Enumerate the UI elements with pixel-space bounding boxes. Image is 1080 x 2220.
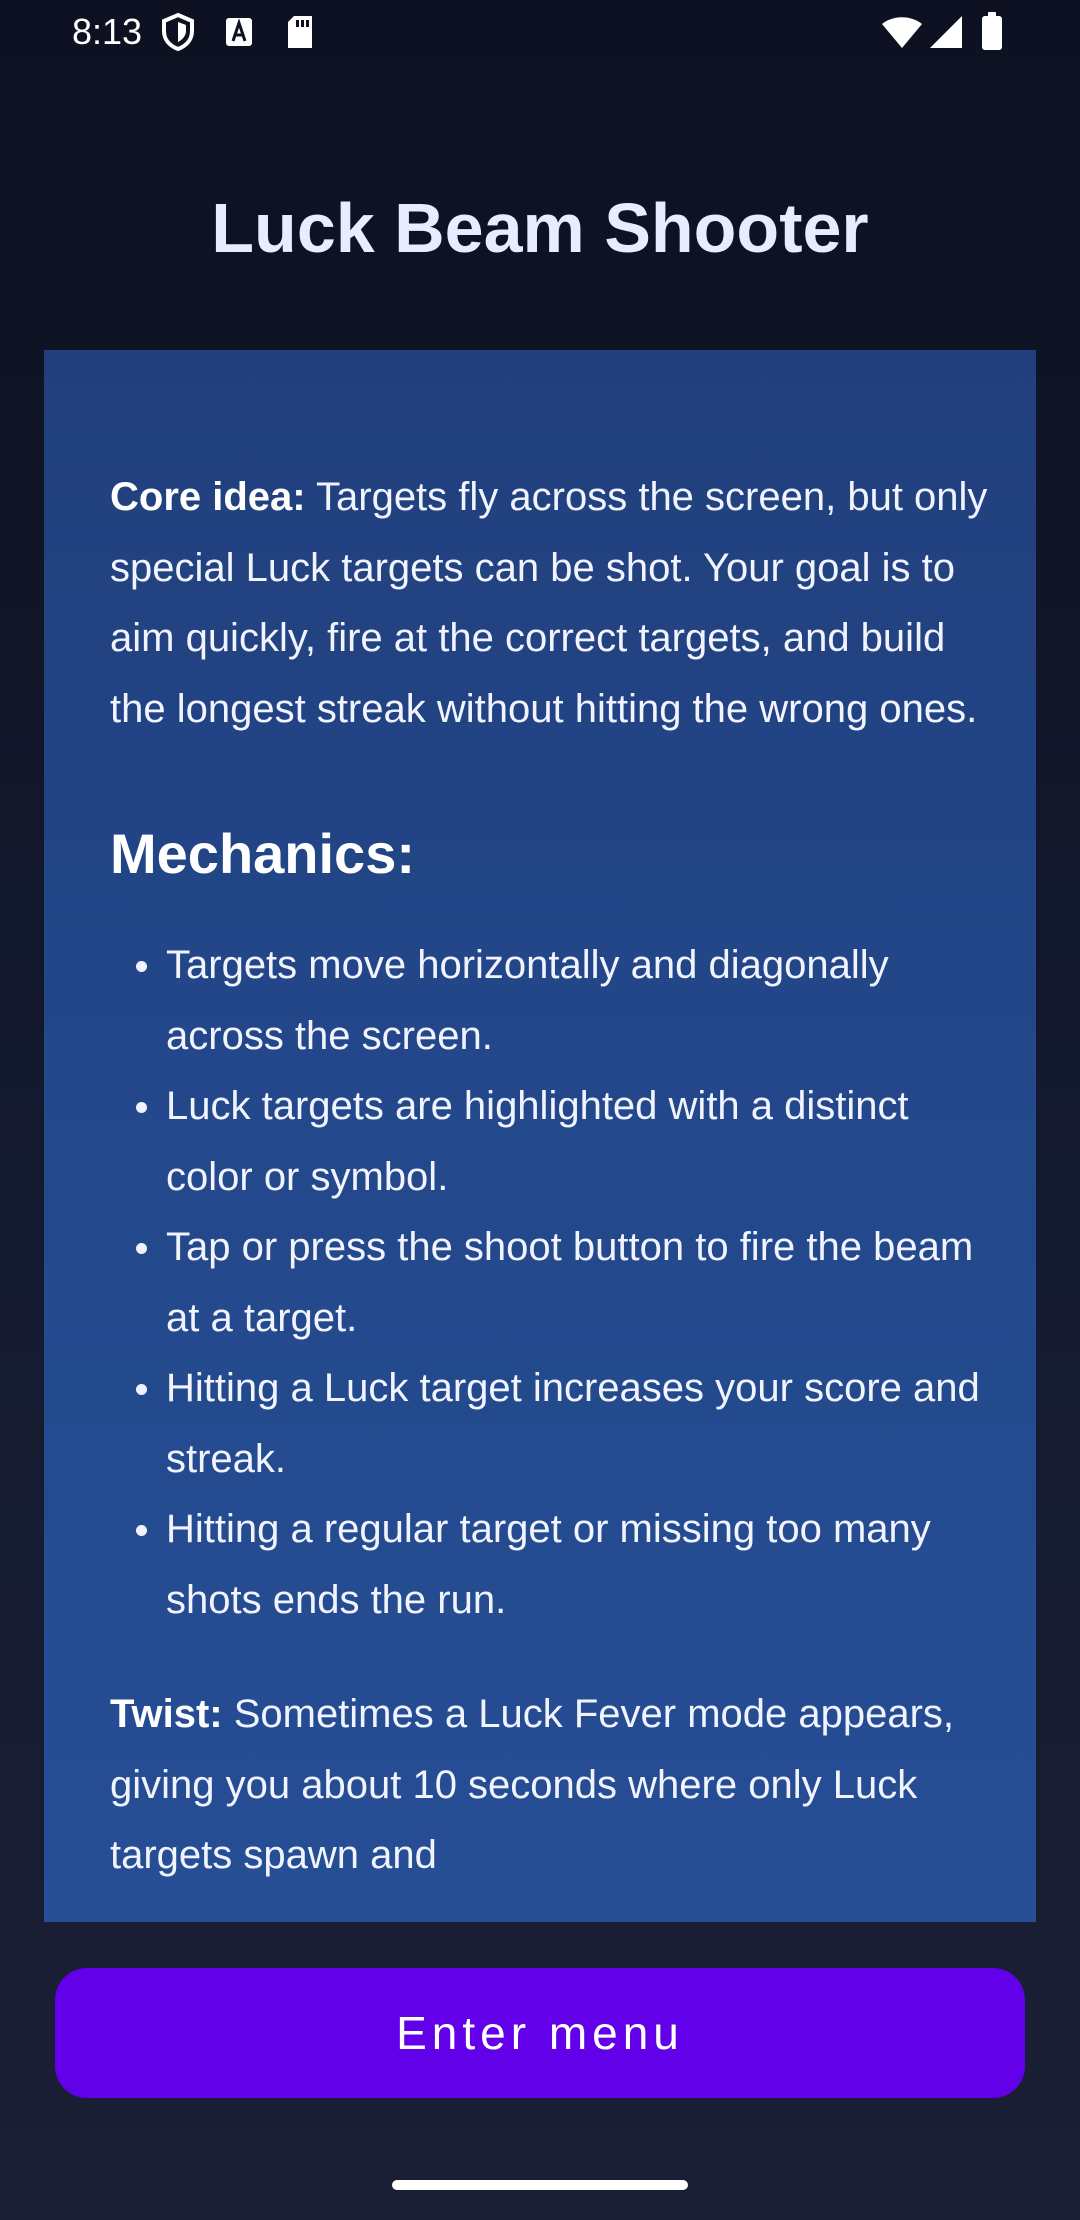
page-title: Luck Beam Shooter (211, 189, 869, 267)
list-item: Hitting a Luck target increases your score and streak. (166, 1353, 990, 1494)
description-content (110, 462, 990, 1891)
list-item: Tap or press the shoot button to fire the beam at a target. (166, 1212, 990, 1353)
list-item: Hitting a regular target or missing too many shots ends the run. (166, 1494, 990, 1635)
sd-card-icon (284, 12, 316, 52)
keyboard-a-icon (224, 12, 254, 52)
gesture-nav-bar[interactable] (392, 2180, 688, 2190)
twist-label: Twist: (110, 1692, 223, 1736)
twist-paragraph (110, 1679, 990, 1891)
enter-menu-button[interactable]: Enter menu (55, 1968, 1025, 2098)
status-time: 8:13 (72, 11, 143, 52)
core-idea-text: Targets fly across the screen, but only special Luck targets can be shot. Your goal is to aim quickly, fire at the correct targets, and build the longest streak without hitting the wrong ones. (110, 475, 988, 731)
signal-icon (928, 14, 964, 50)
list-item: Luck targets are highlighted with a distinct color or symbol. (166, 1071, 990, 1212)
status-bar (0, 0, 1080, 64)
wifi-icon (880, 14, 924, 50)
twist-text: Sometimes a Luck Fever mode appears, giving you about 10 seconds where only Luck targets spawn and (110, 1692, 955, 1877)
core-idea-label: Core idea: (110, 475, 306, 519)
core-idea-paragraph (110, 462, 990, 744)
mechanics-heading: Mechanics: (110, 822, 415, 885)
bullet-icon (136, 1384, 147, 1395)
list-item: Targets move horizontally and diagonally across the screen. (166, 930, 990, 1071)
shield-icon (160, 12, 196, 52)
bullet-icon (136, 1243, 147, 1254)
bullet-icon (136, 961, 147, 972)
description-card[interactable] (44, 350, 1036, 1922)
battery-icon (980, 12, 1004, 52)
bullet-icon (136, 1102, 147, 1113)
bullet-icon (136, 1525, 147, 1536)
mechanics-list (110, 930, 990, 1635)
